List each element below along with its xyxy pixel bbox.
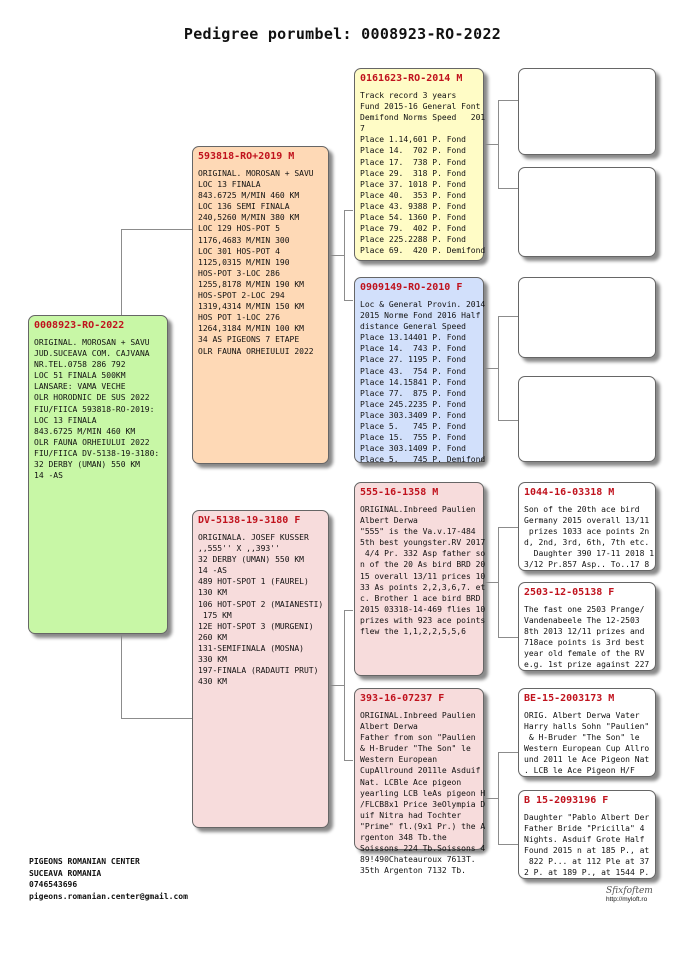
- empty-ancestor-card: [518, 277, 656, 358]
- connector-line: [498, 420, 518, 421]
- website-url[interactable]: http://myloft.ro: [606, 896, 648, 903]
- connector-line: [330, 255, 344, 256]
- breeder-name: PIGEONS ROMANIAN CENTER: [29, 857, 140, 866]
- ggp-be15-card: [518, 688, 656, 777]
- dam-dam-card: [354, 688, 486, 876]
- ggp-be15-ring-number: BE-15-2003173 M: [524, 693, 615, 704]
- dam-dam-ring-number: 393-16-07237 F: [360, 693, 445, 704]
- signature: Sfixfoftem: [606, 886, 653, 896]
- connector-line: [498, 752, 499, 844]
- ggp-2503-ring-number: 2503-12-05138 F: [524, 587, 615, 598]
- connector-line: [498, 527, 518, 528]
- sire-ring-number: 593818-RO+2019 M: [198, 151, 295, 162]
- breeder-email[interactable]: pigeons.romanian.center@gmail.com: [29, 891, 188, 901]
- connector-line: [121, 632, 122, 718]
- breeder-location: SUCEAVA ROMANIA: [29, 868, 102, 878]
- empty-ancestor-card: [518, 68, 656, 155]
- subject-details: ORIGINAL. MOROSAN + SAVU JUD.SUCEAVA COM. CAJVANA NR.TEL.0758 286 792 LOC 51 FINALA 500KM LANSARE: VAMA VECHE OLR HORODNIC DE SUS 2022 FIU/FIICA 593818-RO-2019: LOC 13 FINALA 843.6725 M/MIN 460 KM OLR FAUNA ORHEIULUI 2022 FIU/FIICA DV-5138-19-3180: 32 DERBY (UMAN) 550 KM 14 -AS: [34, 338, 160, 481]
- ggp-1044-card: [518, 482, 656, 571]
- dam-sire-card: [354, 482, 484, 676]
- connector-line: [498, 637, 518, 638]
- connector-line: [498, 752, 518, 753]
- connector-line: [121, 718, 192, 719]
- connector-line: [484, 798, 498, 799]
- dam-sire-ring-number: 555-16-1358 M: [360, 487, 439, 498]
- sire-details: ORIGINAL. MOROSAN + SAVU LOC 13 FINALA 843.6725 M/MIN 460 KM LOC 136 SEMI FINALA 240,5260 M/MIN 380 KM LOC 129 HOS-POT 5 1176,4683 M/MIN 300 LOC 301 HOS-POT 4 1125,0315 M/MIN 190 HOS-POT 3-LOC 286 1255,8178 M/MIN 190 KM HOS-SPOT 2-LOC 294 1319,4314 M/MIN 150 KM HOS POT 1-LOC 276 1264,3184 M/MIN 100 KM 34 AS PIGEONS 7 ETAPE OLR FAUNA ORHEIULUI 2022: [198, 169, 314, 356]
- breeder-contact: [29, 856, 188, 902]
- ggp-1044-details: Son of the 20th ace bird Germany 2015 overall 13/11 prizes 1033 ace points 2n d, 2nd, 3rd, 6th, 7th etc. Daughter 390 17-11 2018 1 3/12 Pr.857 Asp.. To..17 8: [524, 505, 655, 570]
- empty-ancestor-card: [518, 376, 656, 462]
- connector-line: [498, 100, 518, 101]
- dam-card: [192, 510, 329, 828]
- subject-card: [28, 315, 168, 634]
- ggp-be15-details: ORIG. Albert Derwa Vater Harry halls Sohn "Paulien" & H-Bruder "The Son" le Western European Cup Allro und 2011 le Ace Pigeon Nat . LCB le Ace Pigeon H/F: [524, 711, 650, 776]
- connector-line: [498, 100, 499, 188]
- ggp-b15-ring-number: B 15-2093196 F: [524, 795, 609, 806]
- ggp-1044-ring-number: 1044-16-03318 M: [524, 487, 615, 498]
- connector-line: [498, 316, 499, 420]
- connector-line: [344, 760, 353, 761]
- page-title: Pedigree porumbel: 0008923-RO-2022: [183, 25, 502, 43]
- dam-ring-number: DV-5138-19-3180 F: [198, 515, 301, 526]
- connector-line: [121, 229, 192, 230]
- connector-line: [498, 844, 518, 845]
- ggp-b15-details: Daughter "Pablo Albert Der Father Bride "Pricilla" 4 Nights. Asduif Grote Half Found 2015 n at 185 P., at 822 P... at 112 Ple at 37 2 P. at 189 P., at 1544 P.: [524, 813, 650, 878]
- breeder-phone: 0746543696: [29, 880, 78, 889]
- connector-line: [484, 368, 498, 369]
- connector-line: [498, 316, 518, 317]
- sire-card: [192, 146, 329, 464]
- dam-sire-details: ORIGINAL.Inbreed Paulien Albert Derwa "555" is the Va.v.17-484 5th best youngster.RV 2017 4/4 Pr. 332 Asp father so n of the 20 As bird BRD 20 15 overall 13/11 prices 10 33 As points 2,2,3,6,7. et c. Brother 1 ace bird BRD 2015 03318-14-469 flies 10 prizes with 923 ace points flew the 1,1,2,2,5,5,6: [360, 505, 486, 637]
- ggp-2503-card: [518, 582, 656, 671]
- dam-details: ORIGINALA. JOSEF KUSSER ,,555'' X ,,393'' 32 DERBY (UMAN) 550 KM 14 -AS 489 HOT-SPOT 1 (FAUREL) 130 KM 106 HOT-SPOT 2 (MAIANESTI) 175 KM 12E HOT-SPOT 3 (MURGENI) 260 KM 131-SEMIFINALA (MOSNA) 330 KM 197-FINALA (RADAUTI PRUT) 430 KM: [198, 533, 324, 687]
- dam-dam-details: ORIGINAL.Inbreed Paulien Albert Derwa Father from son "Paulien & H-Bruder "The Son" le Western European CupAllround 2011le Asduif Nat. LCBle Ace pigeon yearling LCB leAs pigeon H /FLCB8x1 Price 3eOlympia D uif Nitra had Tochter "Prime" fl.(9x1 Pr.) the A rgenton 348 Tb.the Soissons 224 Tb.Soissons 4 89!490Chateauroux 7613T. 35th Argenton 7132 Tb.: [360, 711, 486, 876]
- connector-line: [344, 610, 345, 760]
- subject-ring-number: 0008923-RO-2022: [34, 320, 125, 331]
- connector-line: [330, 685, 344, 686]
- connector-line: [484, 144, 498, 145]
- sire-sire-ring-number: 0161623-RO-2014 M: [360, 73, 463, 84]
- connector-line: [344, 210, 345, 300]
- connector-line: [344, 610, 353, 611]
- connector-line: [344, 210, 353, 211]
- sire-sire-details: Track record 3 years Fund 2015-16 General Font Demifond Norms Speed 201 7 Place 1.14,601 P. Fond Place 14. 702 P. Fond Place 17. 738 P. Fond Place 29. 318 P. Fond Place 37. 1018 P. Fond Place 40. 353 P. Fond Place 43. 9388 P. Fond Place 54. 1360 P. Fond Place 79. 402 P. Fond Place 225.2288 P. Fond Place 69. 420 P. Demifond: [360, 91, 486, 256]
- sire-dam-ring-number: 0909149-RO-2010 F: [360, 282, 463, 293]
- sire-dam-card: [354, 277, 484, 463]
- empty-ancestor-card: [518, 167, 656, 257]
- sire-dam-details: Loc & General Provin. 2014 2015 Norme Fond 2016 Half distance General Speed Place 13.14401 P. Fond Place 14. 743 P. Fond Place 27. 1195 P. Fond Place 43. 754 P. Fond Place 14.15841 P. Fond Place 77. 875 P. Fond Place 245.2235 P. Fond Place 303.3409 P. Fond Place 5. 745 P. Fond Place 15. 755 P. Fond Place 303.1409 P. Fond Place 5. 745 P. Demifond: [360, 300, 486, 465]
- ggp-2503-details: The fast one 2503 Prange/ Vandenabeele The 12-2503 8th 2013 12/11 prizes and 718ace points is 3rd best year old female of the RV e.g. 1st prize against 227: [524, 605, 650, 670]
- ggp-b15-card: [518, 790, 656, 879]
- connector-line: [498, 188, 518, 189]
- sire-sire-card: [354, 68, 484, 261]
- connector-line: [484, 582, 498, 583]
- connector-line: [498, 527, 499, 637]
- connector-line: [121, 229, 122, 316]
- connector-line: [344, 300, 353, 301]
